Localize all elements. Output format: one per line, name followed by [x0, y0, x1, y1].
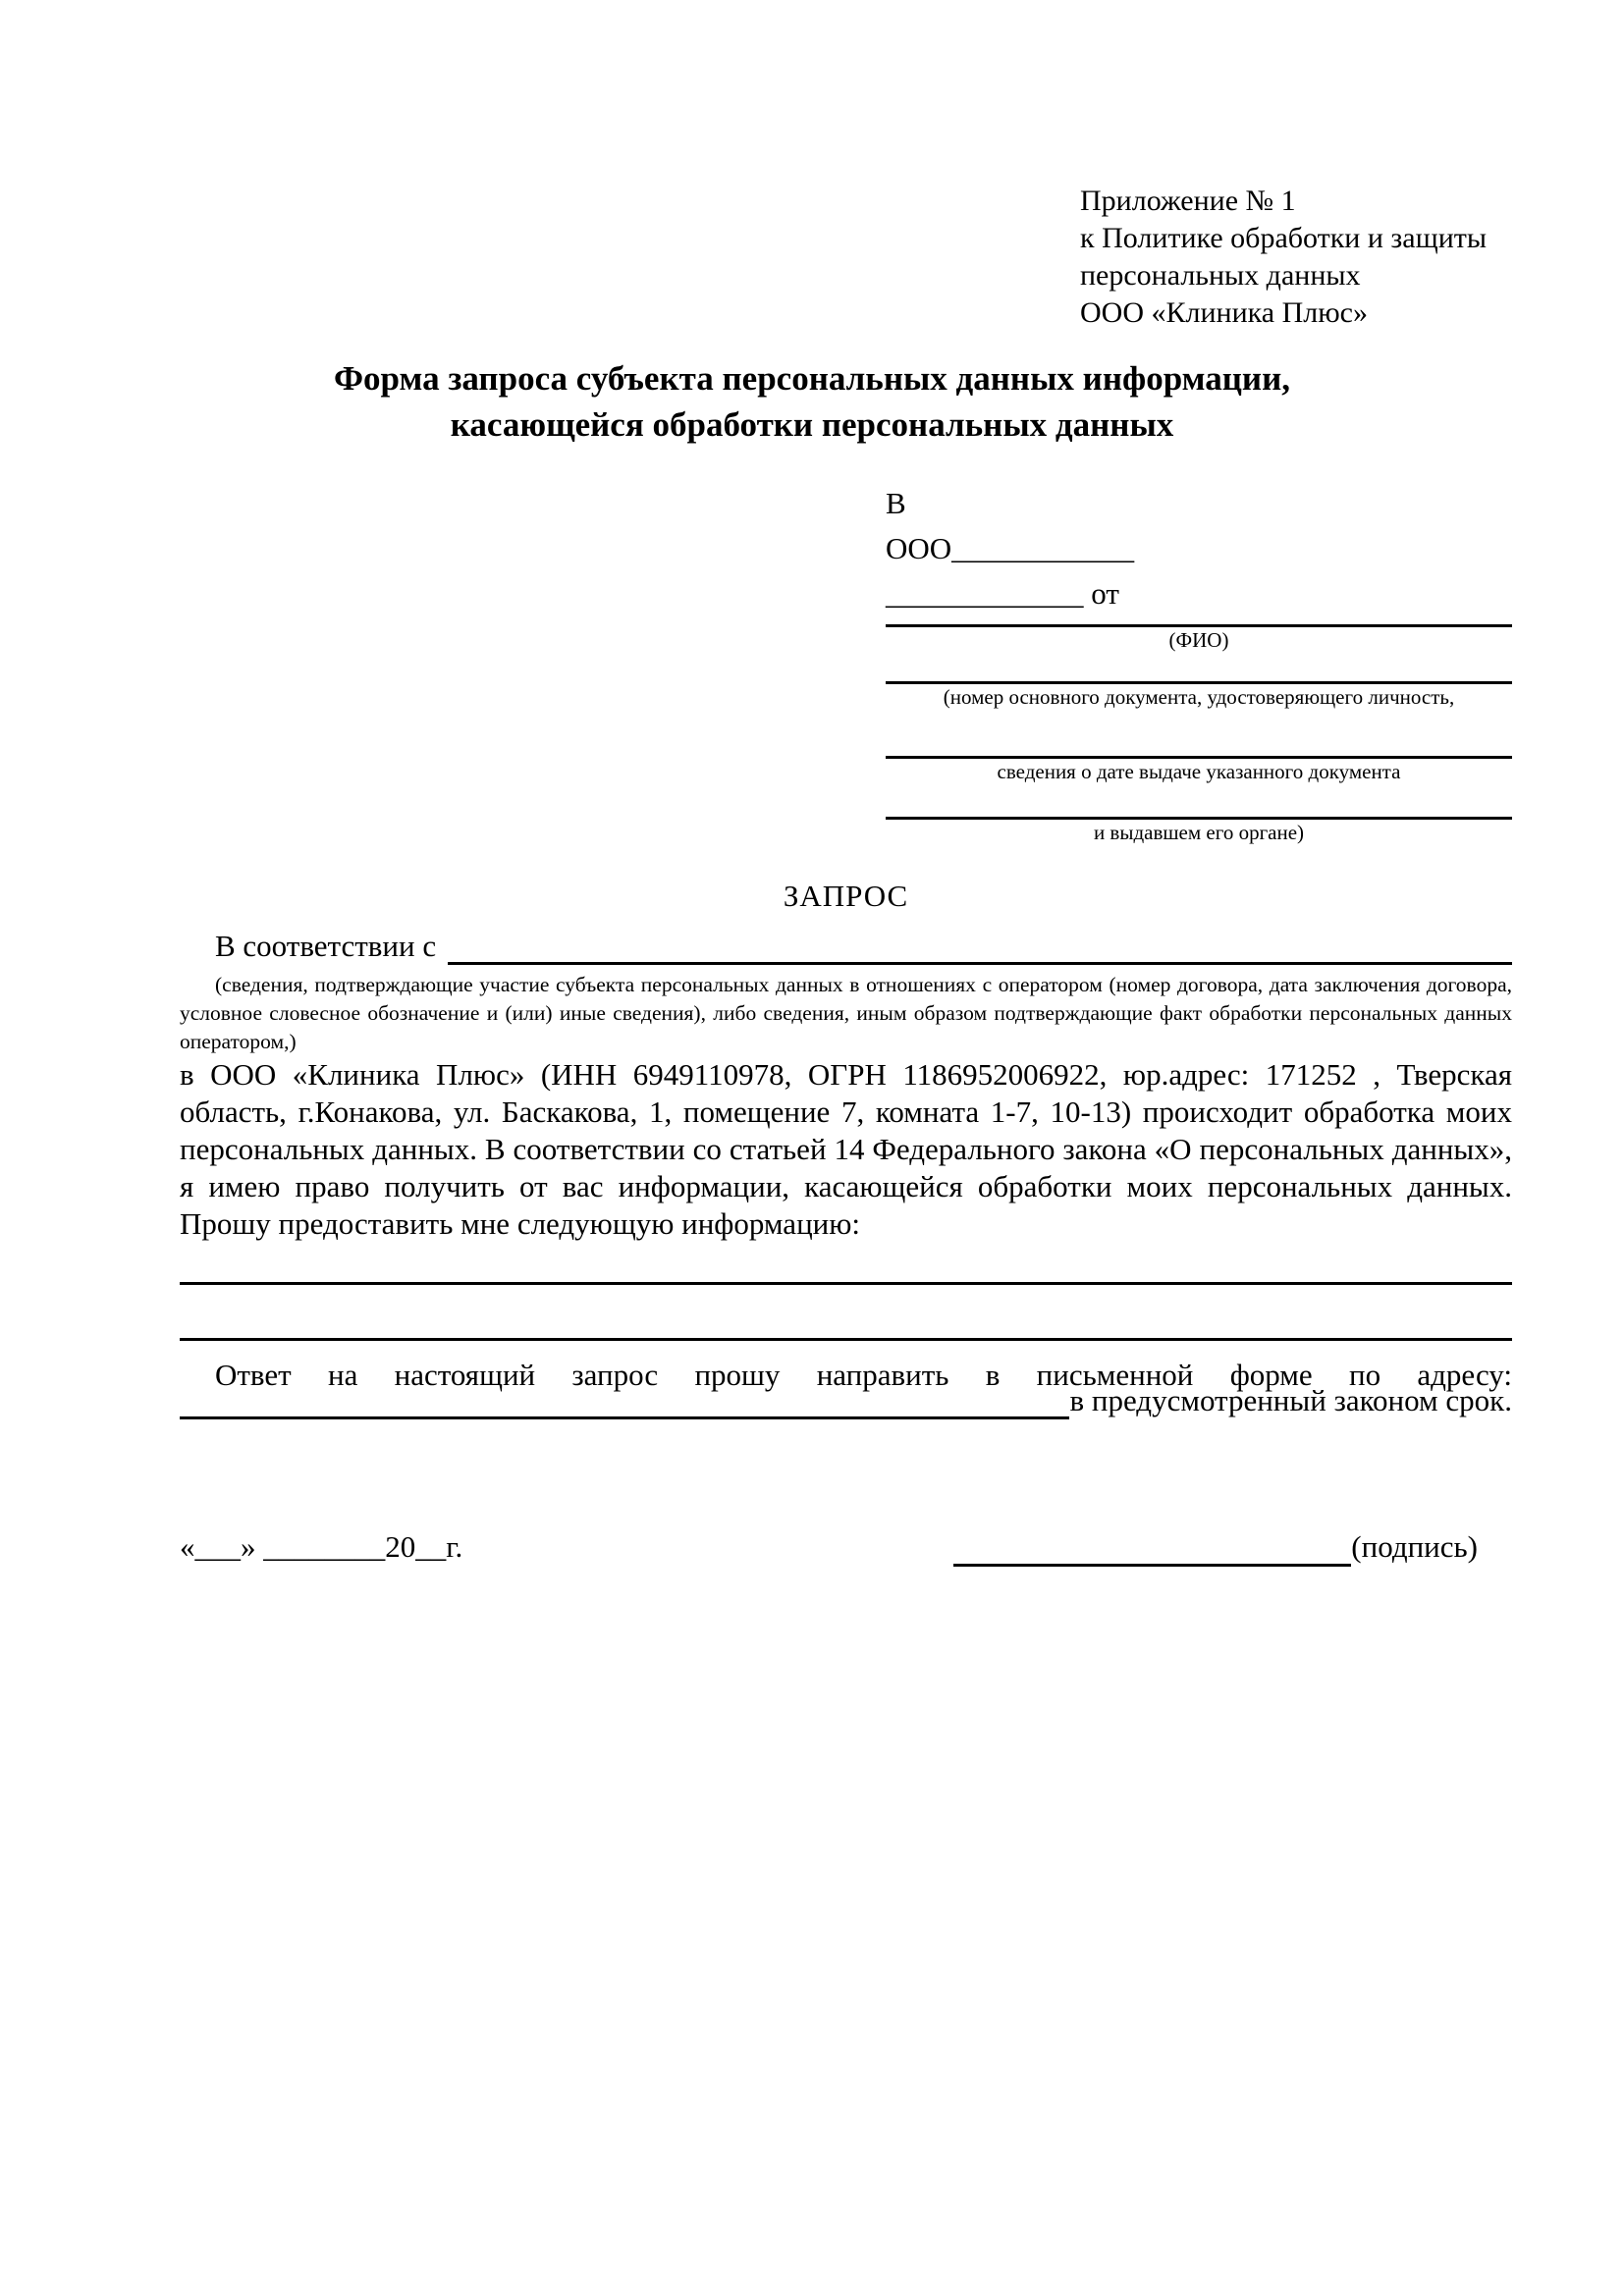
reply-address-blank-line — [180, 1391, 1069, 1419]
date-blank: «___» ________20__г. — [180, 1529, 463, 1564]
basis-footnote: (сведения, подтверждающие участие субъекта персональных данных в отношениях с оператором (номер договора, дата заключения договора, условное словесное обозначение и (или) иные сведения), либо сведения, иным образом подтверждающие факт обработки персональных данных оператором,) — [180, 973, 1512, 1053]
request-intro-row — [180, 916, 1512, 965]
appendix-header-line: к Политике обработки и защиты — [1080, 222, 1488, 254]
request-heading: ЗАПРОС — [783, 879, 909, 913]
reply-address-row — [180, 1383, 1512, 1419]
addressee-from-blank: _____________ от — [886, 576, 1119, 611]
information-blank-line-2 — [180, 1285, 1512, 1341]
addressee-block — [886, 481, 1512, 846]
signature-caption: (подпись) — [1351, 1529, 1478, 1564]
fio-caption: (ФИО) — [1168, 628, 1229, 652]
issuing-authority-blank-line — [886, 785, 1512, 820]
reply-sentence: Ответ на настоящий запрос прошу направить в письменной форме по адресу: — [215, 1358, 1512, 1392]
document-title-line2: касающейся обработки персональных данных — [450, 405, 1174, 444]
appendix-header-line: ООО «Клиника Плюс» — [1080, 296, 1368, 329]
information-blank-line-1 — [180, 1243, 1512, 1285]
appendix-header-line: Приложение № 1 — [1080, 185, 1296, 217]
document-number-caption: (номер основного документа, удостоверяющего личность, — [943, 685, 1455, 709]
document-number-blank-line — [886, 654, 1512, 684]
appendix-header — [1080, 183, 1487, 332]
request-intro-prefix: В соответствии с — [215, 929, 437, 963]
basis-blank-line — [448, 913, 1512, 965]
addressee-ooo-blank: ООО____________ — [886, 531, 1135, 565]
issuing-authority-caption: и выдавшем его органе) — [1093, 821, 1305, 844]
request-section — [180, 877, 1512, 1419]
signature-area — [953, 1527, 1478, 1567]
document-title — [0, 355, 1624, 448]
fio-blank-line — [886, 616, 1512, 627]
addressee-to-label: В — [886, 486, 906, 520]
reply-suffix: в предусмотренный законом срок. — [1069, 1383, 1512, 1417]
request-body-paragraph: в ООО «Клиника Плюс» (ИНН 6949110978, ОГРН 1186952006922, юр.адрес: 171252 , Тверская область, г.Конакова, ул. Баскакова, 1, помещение 7, комната 1-7, 10-13) происходит обработка моих персональных данных. В соответствии со статьей 14 Федерального закона «О персональных данных», я имею право получить от вас информации, касающейся обработки моих персональных данных. Прошу предоставить мне следующую информацию: — [180, 1057, 1512, 1241]
signature-row — [180, 1527, 1512, 1567]
issue-date-blank-line — [886, 711, 1512, 759]
signature-blank-line — [953, 1534, 1351, 1567]
issue-date-caption: сведения о дате выдаче указанного документа — [997, 760, 1401, 783]
document-title-line1: Форма запроса субъекта персональных данных информации, — [333, 359, 1291, 398]
appendix-header-line: персональных данных — [1080, 259, 1361, 292]
